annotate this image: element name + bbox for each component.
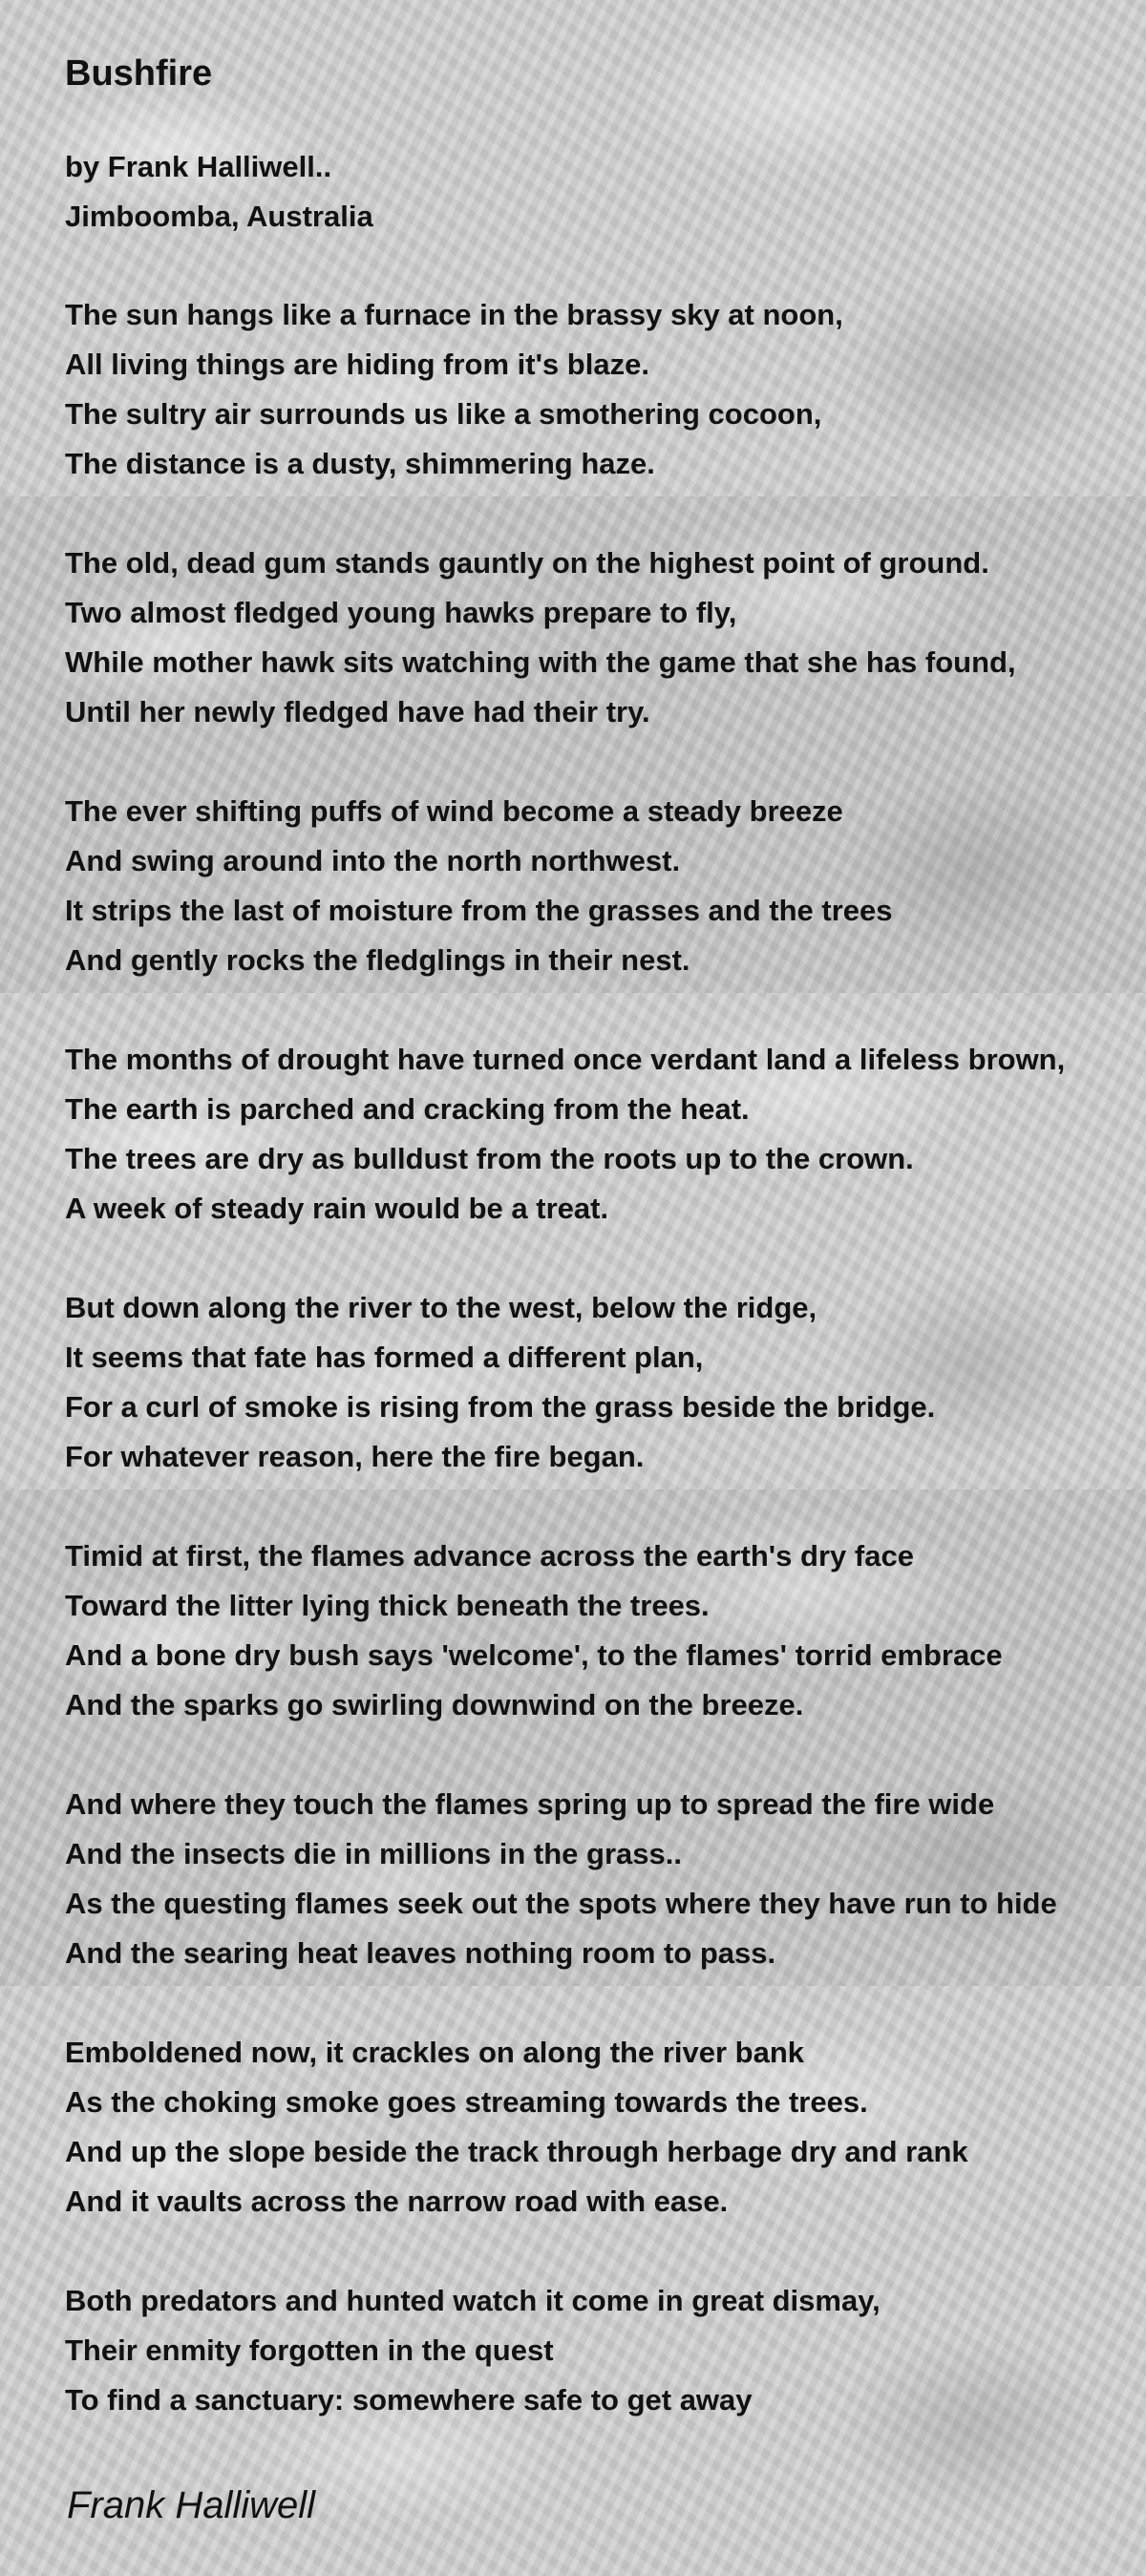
poem-line: And gently rocks the fledglings in their nest. — [65, 943, 690, 977]
poem-line: As the choking smoke goes streaming towards the trees. — [65, 2085, 868, 2119]
poem-line: The months of drought have turned once verdant land a lifeless brown, — [65, 1043, 1066, 1076]
poem-line: The ever shifting puffs of wind become a steady breeze — [65, 794, 843, 828]
poem-line: Both predators and hunted watch it come in great dismay, — [65, 2284, 881, 2317]
author-signature: Frank Halliwell — [67, 2484, 316, 2526]
poem-line: The sultry air surrounds us like a smothering cocoon, — [65, 397, 822, 431]
poem-line: All living things are hiding from it's blaze. — [65, 348, 649, 381]
poem-line: A week of steady rain would be a treat. — [65, 1192, 609, 1225]
poem-line: As the questing flames seek out the spots where they have run to hide — [65, 1887, 1057, 1920]
poem-line: The earth is parched and cracking from the heat. — [65, 1092, 750, 1126]
poem-line: It strips the last of moisture from the grasses and the trees — [65, 894, 893, 927]
poem-title: Bushfire — [65, 53, 213, 94]
poem-line: Their enmity forgotten in the quest — [65, 2333, 554, 2367]
poem-line: Timid at first, the flames advance across the earth's dry face — [65, 1539, 914, 1573]
poem-line: And the insects die in millions in the grass.. — [65, 1837, 682, 1870]
poem-line: And where they touch the flames spring up to spread the fire wide — [65, 1787, 995, 1821]
poem-line: And the sparks go swirling downwind on the breeze. — [65, 1688, 804, 1721]
poem-line: For whatever reason, here the fire began. — [65, 1440, 645, 1473]
poem-line: Toward the litter lying thick beneath the trees. — [65, 1589, 710, 1622]
poem-line: And swing around into the north northwest. — [65, 844, 681, 877]
poem-line: For a curl of smoke is rising from the grass beside the bridge. — [65, 1390, 936, 1424]
poem-line: It seems that fate has formed a different plan, — [65, 1341, 704, 1374]
poem-line: To find a sanctuary: somewhere safe to get away — [65, 2383, 753, 2417]
poem-line: And a bone dry bush says 'welcome', to the flames' torrid embrace — [65, 1638, 1003, 1672]
poem-line: The trees are dry as bulldust from the roots up to the crown. — [65, 1142, 914, 1175]
poem-line: The old, dead gum stands gauntly on the highest point of ground. — [65, 546, 989, 580]
poem-line: And it vaults across the narrow road with ease. — [65, 2185, 729, 2218]
poem-line: Until her newly fledged have had their try. — [65, 695, 650, 728]
poem-line: But down along the river to the west, below the ridge, — [65, 1291, 817, 1324]
poem-line: The distance is a dusty, shimmering haze. — [65, 447, 655, 480]
poem-line: And up the slope beside the track through herbage dry and rank — [65, 2135, 968, 2168]
poem-line: Emboldened now, it crackles on along the river bank — [65, 2036, 805, 2069]
poem-line: While mother hawk sits watching with the game that she has found, — [65, 645, 1016, 679]
poem-line: And the searing heat leaves nothing room to pass. — [65, 1936, 776, 1970]
poem-location: Jimboomba, Australia — [65, 200, 373, 233]
poem-line: Two almost fledged young hawks prepare to fly, — [65, 596, 737, 629]
poem-byline: by Frank Halliwell.. — [65, 150, 332, 183]
poem-line: The sun hangs like a furnace in the brassy sky at noon, — [65, 298, 843, 331]
